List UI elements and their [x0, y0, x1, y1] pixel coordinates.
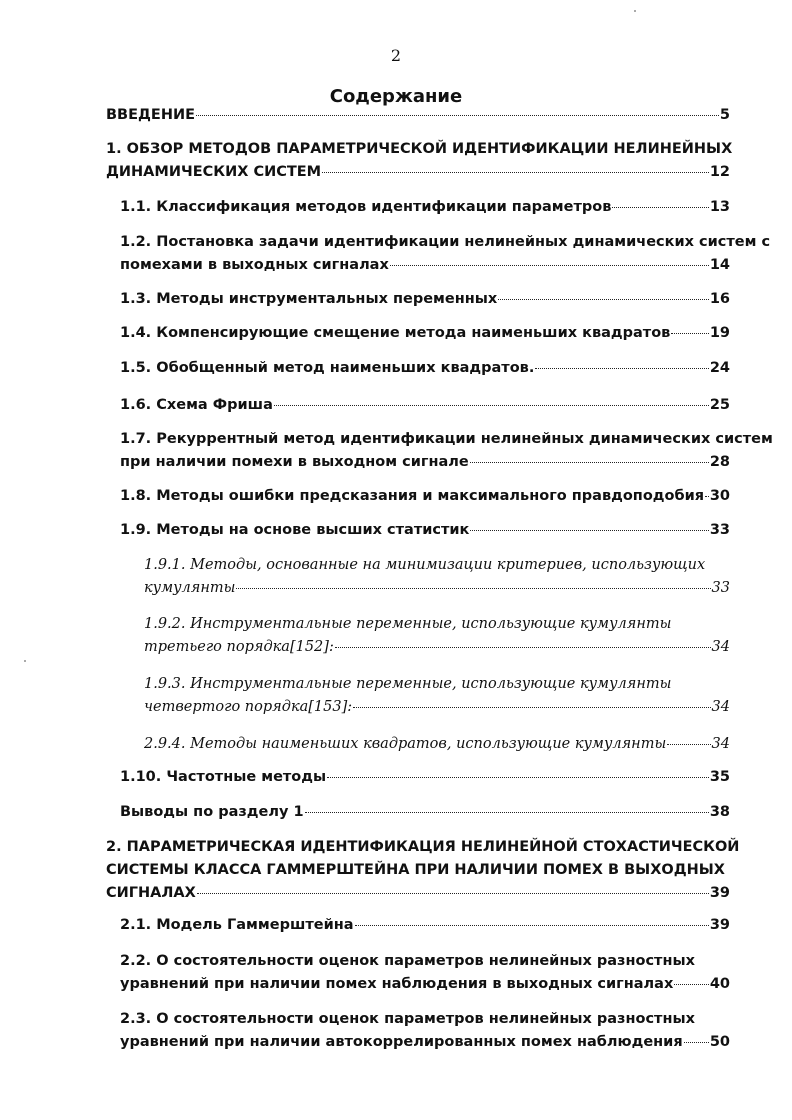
- toc-entry-text: кумулянты: [144, 580, 236, 596]
- toc-entry[interactable]: [144, 733, 730, 756]
- toc-page-number: 33: [709, 522, 730, 538]
- toc-page-number: 30: [709, 488, 730, 504]
- toc-entry-text: 1.9. Методы на основе высших статистик: [120, 522, 470, 538]
- toc-entry[interactable]: [144, 613, 730, 659]
- toc-entry-text: ВВЕДЕНИЕ: [106, 107, 196, 123]
- toc-page-number: 13: [709, 199, 730, 215]
- dot-leader: [196, 115, 719, 116]
- toc-entry[interactable]: [120, 428, 773, 474]
- toc-entry[interactable]: [120, 950, 730, 996]
- dot-leader: [335, 647, 711, 648]
- toc-entry-text: 1.9.3. Инструментальные переменные, использующие кумулянты: [144, 676, 672, 692]
- toc-page-number: 34: [711, 736, 730, 752]
- toc-page-number: 24: [709, 360, 730, 376]
- toc-page-number: 34: [711, 699, 730, 715]
- dot-leader: [236, 588, 710, 589]
- dot-leader: [390, 265, 709, 266]
- toc-entry-text: 1.4. Компенсирующие смещение метода наименьших квадратов: [120, 325, 671, 341]
- dot-leader: [322, 172, 709, 173]
- toc-entry[interactable]: [120, 394, 730, 417]
- toc-entry-text: 2.1. Модель Гаммерштейна: [120, 917, 354, 933]
- toc-page-number: 16: [709, 291, 730, 307]
- toc-title: Содержание: [329, 86, 463, 107]
- toc-entry-text: 1.1. Классификация методов идентификации параметров: [120, 199, 612, 215]
- dot-leader: [197, 893, 709, 894]
- toc-entry-text: 1.2. Постановка задачи идентификации нелинейных динамических систем с: [120, 234, 771, 250]
- toc-page-number: 35: [709, 769, 730, 785]
- toc-entry[interactable]: [120, 1008, 730, 1054]
- dot-leader: [705, 496, 709, 497]
- toc-entry[interactable]: [120, 357, 730, 380]
- dot-leader: [535, 368, 708, 369]
- toc-entry-text: ДИНАМИЧЕСКИХ СИСТЕМ: [106, 164, 322, 180]
- toc-entry-text: при наличии помехи в выходном сигнале: [120, 454, 469, 470]
- toc-entry-text: Выводы по разделу 1: [120, 804, 304, 820]
- toc-entry-text: уравнений при наличии помех наблюдения в выходных сигналах: [120, 976, 674, 992]
- toc-page-number: 14: [709, 257, 730, 273]
- toc-entry-text: уравнений при наличии автокоррелированных помех наблюдения: [120, 1034, 683, 1050]
- toc-entry-text: помехами в выходных сигналах: [120, 257, 389, 273]
- dot-leader: [327, 777, 709, 778]
- toc-page-number: 28: [709, 454, 730, 470]
- dot-leader: [470, 462, 709, 463]
- toc-page-number: 12: [709, 164, 730, 180]
- dot-leader: [274, 405, 709, 406]
- dot-leader: [667, 744, 710, 745]
- dot-leader: [355, 925, 709, 926]
- toc-entry-text: третьего порядка[152]:: [144, 639, 334, 655]
- toc-entry[interactable]: [120, 914, 730, 937]
- toc-entry-text: СИСТЕМЫ КЛАССА ГАММЕРШТЕЙНА ПРИ НАЛИЧИИ ПОМЕХ В ВЫХОДНЫХ: [106, 862, 725, 878]
- toc-entry-text: СИГНАЛАХ: [106, 885, 196, 901]
- toc-page-number: 5: [719, 107, 730, 123]
- toc-entry[interactable]: [144, 673, 730, 719]
- toc-page-number: 25: [709, 397, 730, 413]
- toc-entry-text: 1.9.1. Методы, основанные на минимизации критериев, использующих: [144, 557, 706, 573]
- dot-leader: [671, 333, 708, 334]
- toc-entry[interactable]: [120, 766, 730, 789]
- dot-leader: [470, 530, 708, 531]
- toc-entry[interactable]: [120, 288, 730, 311]
- toc-entry-text: 1.10. Частотные методы: [120, 769, 327, 785]
- toc-entry-text: 1.9.2. Инструментальные переменные, использующие кумулянты: [144, 616, 672, 632]
- toc-page-number: 40: [709, 976, 730, 992]
- scan-speck: [634, 10, 636, 12]
- toc-entry[interactable]: [106, 836, 740, 905]
- toc-entry[interactable]: [120, 196, 730, 219]
- toc-page-number: 38: [709, 804, 730, 820]
- toc-entry-text: 2.3. О состоятельности оценок параметров нелинейных разностных: [120, 1011, 695, 1027]
- toc-entry[interactable]: [120, 485, 730, 508]
- toc-entry-text: 2.2. О состоятельности оценок параметров нелинейных разностных: [120, 953, 695, 969]
- toc-page-number: 39: [709, 885, 730, 901]
- scan-speck: [24, 660, 26, 662]
- dot-leader: [684, 1042, 709, 1043]
- toc-page-number: 50: [709, 1034, 730, 1050]
- toc-entry-text: 1.3. Методы инструментальных переменных: [120, 291, 498, 307]
- toc-entry-text: 1. ОБЗОР МЕТОДОВ ПАРАМЕТРИЧЕСКОЙ ИДЕНТИФИКАЦИИ НЕЛИНЕЙНЫХ: [106, 141, 733, 157]
- toc-entry-text: 1.5. Обобщенный метод наименьших квадратов.: [120, 360, 535, 376]
- toc-entry[interactable]: [120, 801, 730, 824]
- toc-entry-text: четвертого порядка[153]:: [144, 699, 353, 715]
- dot-leader: [305, 812, 709, 813]
- toc-entry-text: 1.7. Рекуррентный метод идентификации нелинейных динамических систем: [120, 431, 773, 447]
- toc-entry[interactable]: [120, 322, 730, 345]
- toc-entry-text: 2.9.4. Методы наименьших квадратов, использующие кумулянты: [144, 736, 667, 752]
- toc-entry-text: 1.6. Схема Фриша: [120, 397, 273, 413]
- page-number: 2: [390, 46, 402, 65]
- toc-entry-text: 2. ПАРАМЕТРИЧЕСКАЯ ИДЕНТИФИКАЦИЯ НЕЛИНЕЙНОЙ СТОХАСТИЧЕСКОЙ: [106, 839, 740, 855]
- toc-entry[interactable]: [120, 519, 730, 542]
- toc-entry[interactable]: [106, 138, 733, 184]
- dot-leader: [612, 207, 708, 208]
- toc-entry-text: 1.8. Методы ошибки предсказания и максимального правдоподобия: [120, 488, 705, 504]
- dot-leader: [498, 299, 709, 300]
- toc-page-number: 33: [711, 580, 730, 596]
- toc-page-number: 19: [709, 325, 730, 341]
- dot-leader: [674, 984, 709, 985]
- toc-entry[interactable]: [144, 554, 730, 600]
- toc-entry[interactable]: [120, 231, 771, 277]
- toc-page-number: 39: [709, 917, 730, 933]
- toc-entry[interactable]: [106, 104, 730, 127]
- toc-page-number: 34: [711, 639, 730, 655]
- dot-leader: [353, 707, 710, 708]
